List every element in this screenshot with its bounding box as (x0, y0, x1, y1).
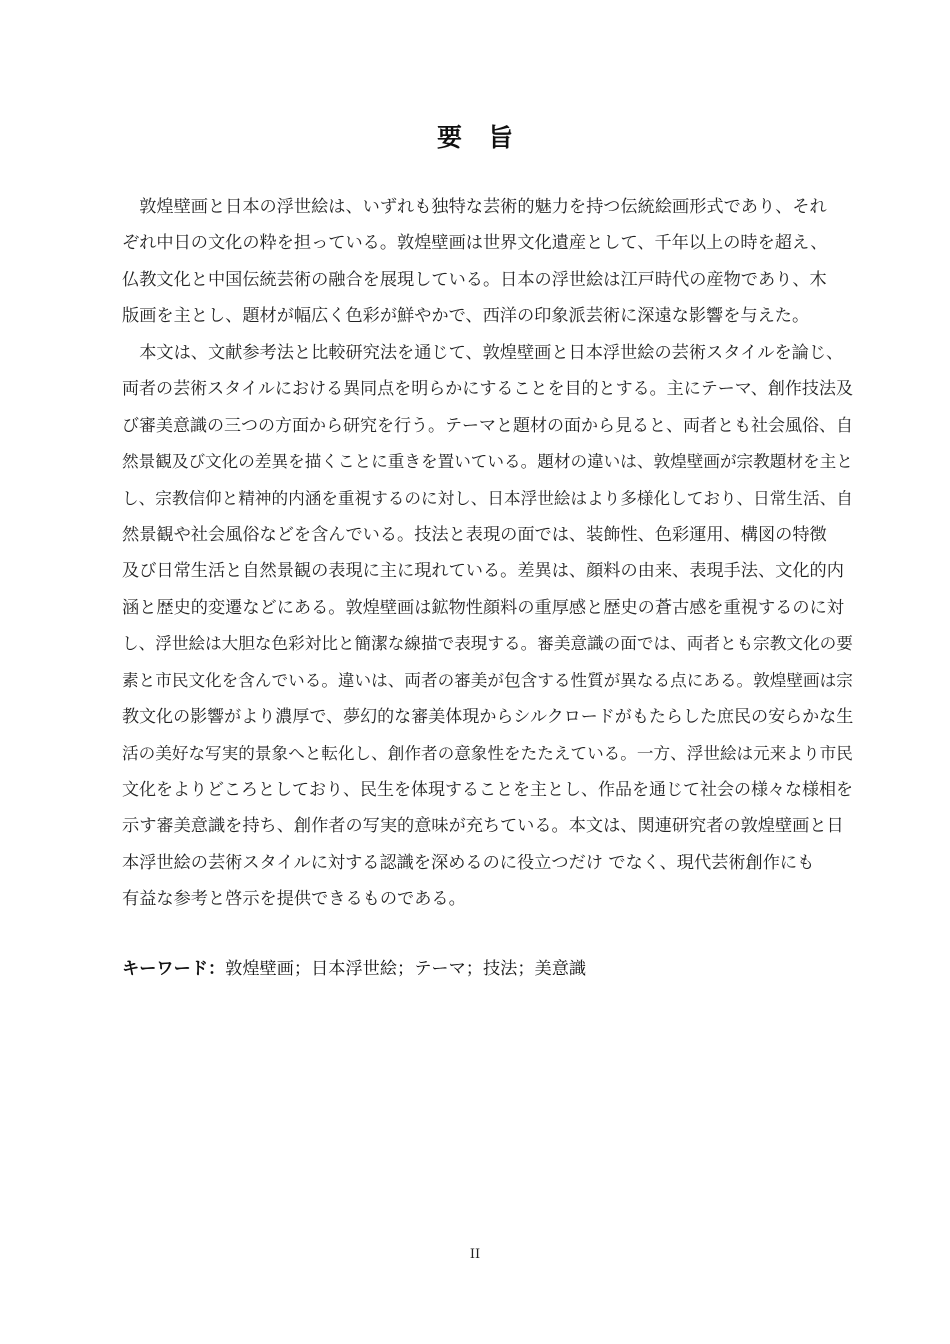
text-line: 仏教文化と中国伝統芸術の融合を展現している。日本の浮世絵は江戸時代の産物であり、木 (122, 269, 827, 290)
page-number: II (469, 1247, 481, 1262)
page-title (0, 120, 950, 156)
title-char-1: 要 (436, 123, 462, 152)
text-line: 活の美好な写実的景象へと転化し、創作者の意象性をたたえている。一方、浮世絵は元来より市民 (122, 743, 853, 763)
abstract-paragraph-2 (122, 335, 854, 918)
abstract-paragraph-1 (122, 189, 854, 335)
text-line: し、宗教信仰と精神的内涵を重視するのに対し、日本浮世絵はより多様化しており、日常生活、自 (122, 488, 853, 508)
keywords-label: キーワード： (122, 959, 226, 979)
text-line: し、浮世絵は大胆な色彩対比と簡潔な線描で表現する。審美意識の面では、両者とも宗教文化の要 (122, 634, 853, 654)
text-line: ぞれ中日の文化の粋を担っている。敦煌壁画は世界文化遺産として、千年以上の時を超え、 (122, 233, 828, 254)
abstract-body (122, 189, 854, 918)
text-line: 両者の芸術スタイルにおける異同点を明らかにすることを目的とする。主にテーマ、創作技法及 (122, 379, 853, 400)
text-line: び審美意識の三つの方面から研究を行う。テーマと題材の面から見ると、両者とも社会風俗、自 (122, 415, 853, 436)
text-line: 版画を主とし、題材が幅広く色彩が鮮やかで、西洋の印象派芸術に深遠な影響を与えた。 (122, 306, 810, 327)
text-line: 涵と歴史的変遷などにある。敦煌壁画は鉱物性顔料の重厚感と歴史の蒼古感を重視するのに対 (122, 597, 844, 618)
text-line: 然景観や社会風俗などを含んでいる。技法と表現の面では、装飾性、色彩運用、構図の特徴 (122, 524, 827, 545)
text-line: 本文は、文献参考法と比較研究法を通じて、敦煌壁画と日本浮世絵の芸術スタイルを論じ、 (139, 342, 844, 363)
text-line: 有益な参考と啓示を提供できるものである。 (122, 889, 466, 910)
text-line: 敦煌壁画と日本の浮世絵は、いずれも独特な芸術的魅力を持つ伝統絵画形式であり、それ (139, 197, 827, 217)
title-char-2: 旨 (488, 123, 514, 152)
text-line: 本浮世絵の芸術スタイルに対する認識を深めるのに役立つだけ でなく、現代芸術創作にも (122, 852, 815, 873)
keywords-line (122, 953, 586, 985)
text-line: 文化をよりどころとしており、民生を体現することを主とし、作品を通じて社会の様々な様相を (122, 780, 853, 800)
text-line: 示す審美意識を持ち、創作者の写実的意味が充ちている。本文は、関連研究者の敦煌壁画と日 (122, 816, 844, 837)
text-line: 及び日常生活と自然景観の表現に主に現れている。差異は、顔料の由来、表現手法、文化的内 (122, 561, 844, 582)
keywords-text: 敦煌壁画；日本浮世絵；テーマ；技法；美意識 (225, 959, 587, 979)
text-line: 教文化の影響がより濃厚で、夢幻的な審美体現からシルクロードがもたらした庶民の安らかな生 (122, 707, 854, 728)
text-line: 素と市民文化を含んでいる。違いは、両者の審美が包含する性質が異なる点にある。敦煌壁画は宗 (122, 670, 853, 690)
text-line: 然景観及び文化の差異を描くことに重きを置いている。題材の違いは、敦煌壁画が宗教題材を主と (122, 452, 853, 472)
